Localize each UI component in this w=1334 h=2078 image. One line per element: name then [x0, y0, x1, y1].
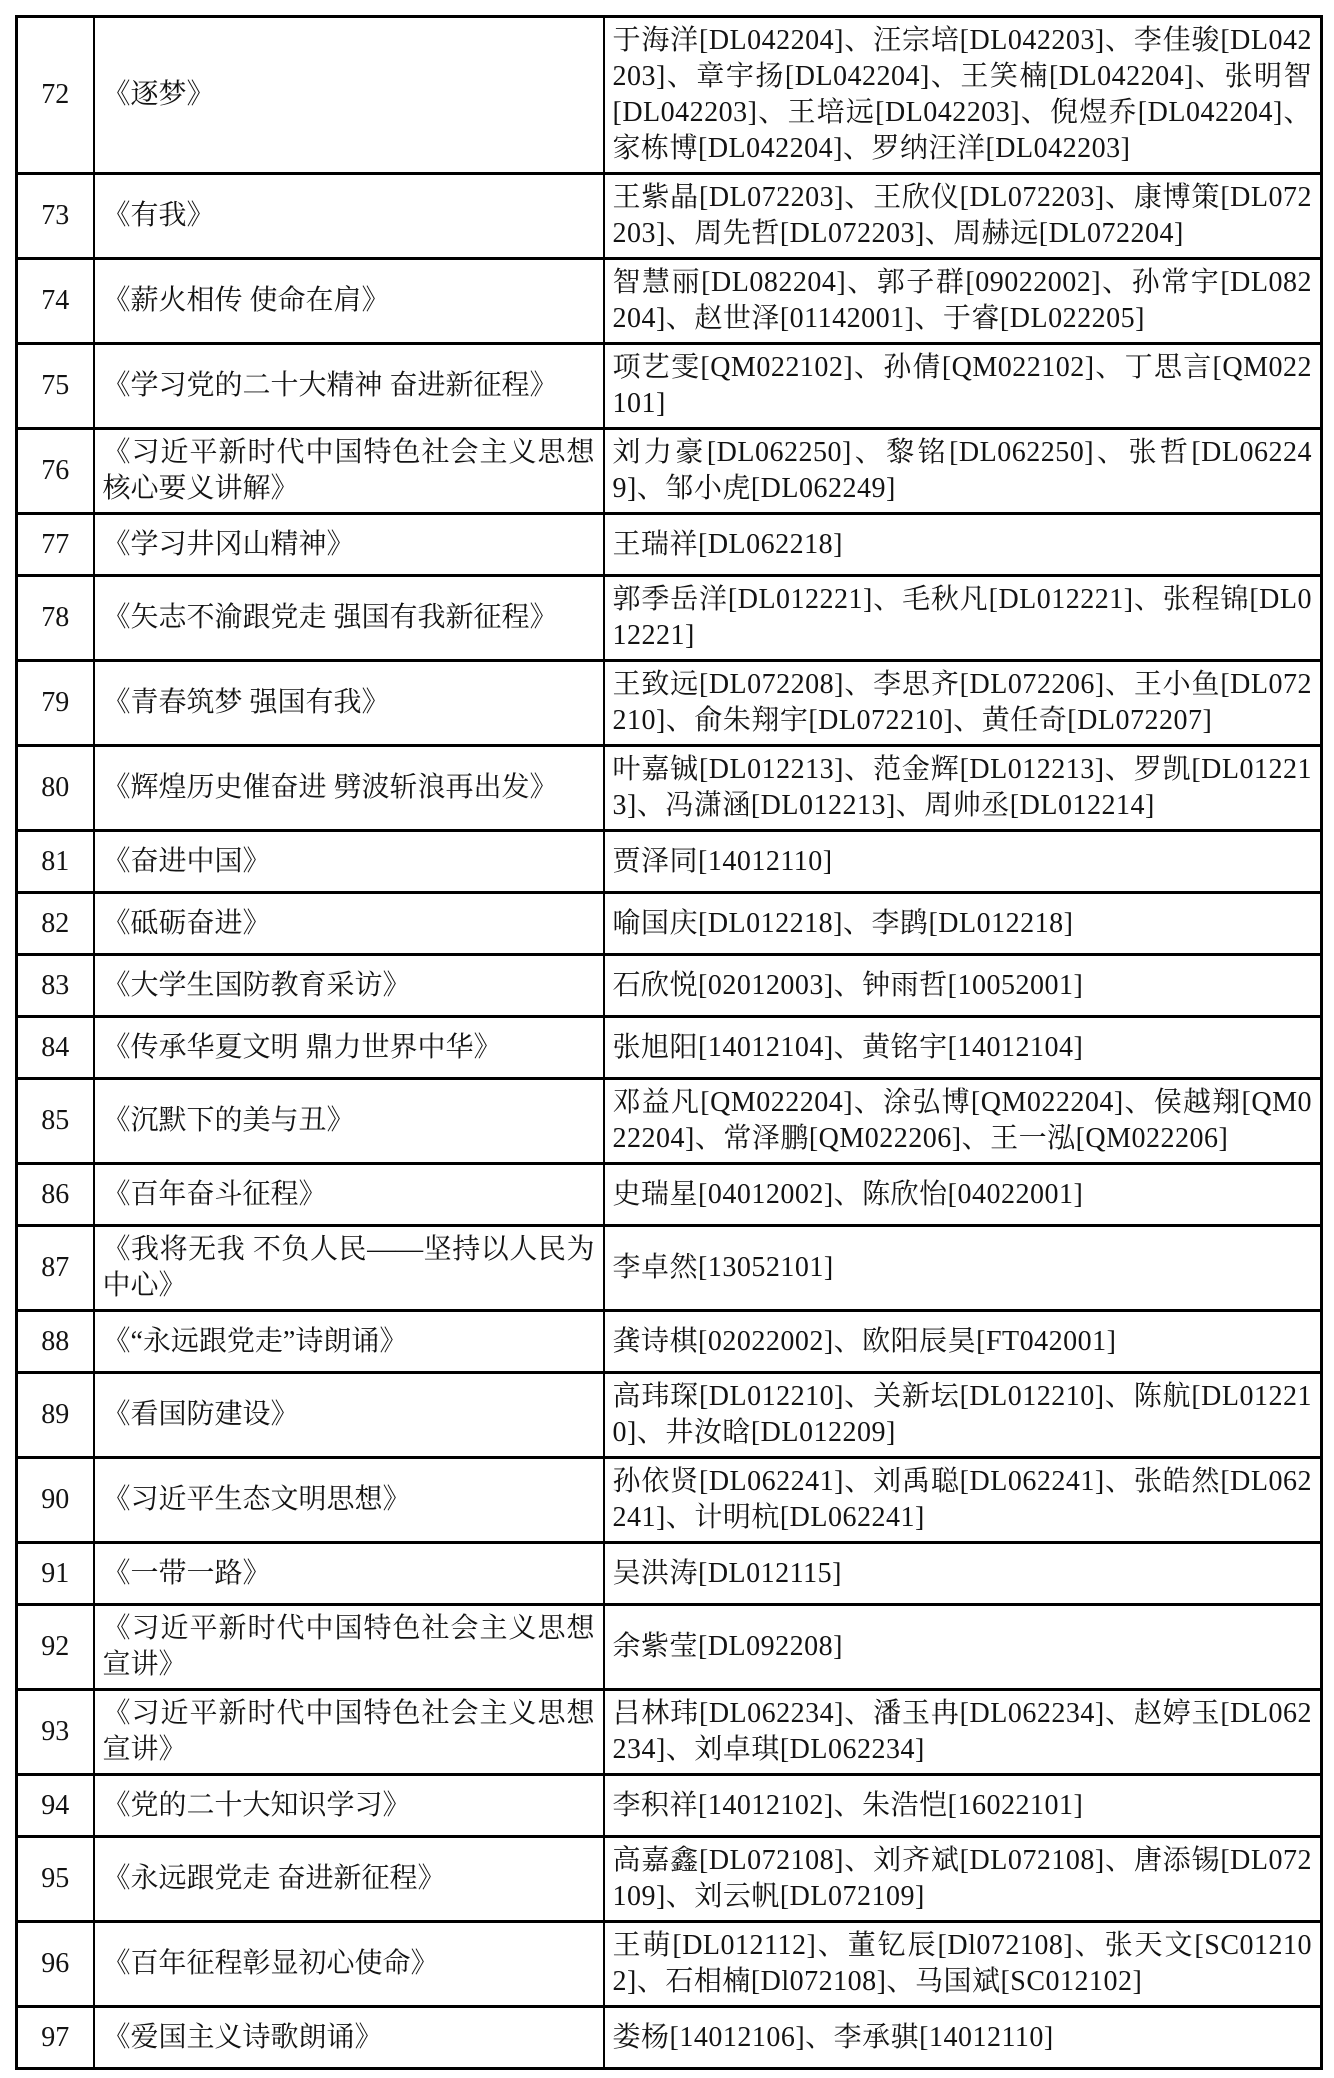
table-row [17, 746, 1322, 831]
table-row [17, 1605, 1322, 1690]
performer-list: 石欣悦[02012003]、钟雨哲[10052001] [604, 955, 1322, 1017]
table-row [17, 1543, 1322, 1605]
performer-list: 张旭阳[14012104]、黄铭宇[14012104] [604, 1017, 1322, 1079]
table-row [17, 1458, 1322, 1543]
row-number: 85 [17, 1079, 94, 1164]
row-number: 73 [17, 174, 94, 259]
program-title: 《“永远跟党走”诗朗诵》 [94, 1311, 604, 1373]
program-title: 《永远跟党走 奋进新征程》 [94, 1837, 604, 1922]
table-row [17, 893, 1322, 955]
table-row [17, 576, 1322, 661]
row-number: 92 [17, 1605, 94, 1690]
performer-list: 郭季岳洋[DL012221]、毛秋凡[DL012221]、张程锦[DL012221] [604, 576, 1322, 661]
performer-list: 吴洪涛[DL012115] [604, 1543, 1322, 1605]
performer-list: 邓益凡[QM022204]、涂弘博[QM022204]、侯越翔[QM022204]、常泽鹏[QM022206]、王一泓[QM022206] [604, 1079, 1322, 1164]
row-number: 79 [17, 661, 94, 746]
row-number: 88 [17, 1311, 94, 1373]
row-number: 80 [17, 746, 94, 831]
program-title: 《沉默下的美与丑》 [94, 1079, 604, 1164]
program-title: 《习近平新时代中国特色社会主义思想宣讲》 [94, 1605, 604, 1690]
program-title: 《青春筑梦 强国有我》 [94, 661, 604, 746]
performer-list: 叶嘉铖[DL012213]、范金辉[DL012213]、罗凯[DL012213]、冯潇涵[DL012213]、周帅丞[DL012214] [604, 746, 1322, 831]
table-row [17, 174, 1322, 259]
table-body [17, 17, 1322, 2069]
table-row [17, 2007, 1322, 2069]
program-title: 《大学生国防教育采访》 [94, 955, 604, 1017]
performer-list: 高嘉鑫[DL072108]、刘齐斌[DL072108]、唐添锡[DL072109]、刘云帆[DL072109] [604, 1837, 1322, 1922]
row-number: 86 [17, 1164, 94, 1226]
performer-list: 喻国庆[DL012218]、李鹍[DL012218] [604, 893, 1322, 955]
performer-list: 吕林玮[DL062234]、潘玉冉[DL062234]、赵婷玉[DL062234]、刘卓琪[DL062234] [604, 1690, 1322, 1775]
performer-list: 李卓然[13052101] [604, 1226, 1322, 1311]
row-number: 74 [17, 259, 94, 344]
program-title: 《习近平生态文明思想》 [94, 1458, 604, 1543]
performer-list: 智慧丽[DL082204]、郭子群[09022002]、孙常宇[DL082204]、赵世泽[01142001]、于睿[DL022205] [604, 259, 1322, 344]
row-number: 91 [17, 1543, 94, 1605]
program-title: 《一带一路》 [94, 1543, 604, 1605]
table-row [17, 1690, 1322, 1775]
performer-list: 龚诗棋[02022002]、欧阳辰昊[FT042001] [604, 1311, 1322, 1373]
table-row [17, 1079, 1322, 1164]
row-number: 82 [17, 893, 94, 955]
performer-list: 刘力豪[DL062250]、黎铭[DL062250]、张哲[DL062249]、邹小虎[DL062249] [604, 429, 1322, 514]
table-row [17, 344, 1322, 429]
program-title: 《习近平新时代中国特色社会主义思想核心要义讲解》 [94, 429, 604, 514]
program-title: 《逐梦》 [94, 17, 604, 174]
row-number: 81 [17, 831, 94, 893]
program-title: 《爱国主义诗歌朗诵》 [94, 2007, 604, 2069]
program-title: 《矢志不渝跟党走 强国有我新征程》 [94, 576, 604, 661]
table-row [17, 1775, 1322, 1837]
table-row [17, 1922, 1322, 2007]
row-number: 89 [17, 1373, 94, 1458]
performer-list: 贾泽同[14012110] [604, 831, 1322, 893]
program-title: 《百年征程彰显初心使命》 [94, 1922, 604, 2007]
row-number: 84 [17, 1017, 94, 1079]
row-number: 75 [17, 344, 94, 429]
program-title: 《有我》 [94, 174, 604, 259]
table-row [17, 661, 1322, 746]
performer-list: 王萌[DL012112]、董钇辰[Dl072108]、张天文[SC012102]、石相楠[Dl072108]、马国斌[SC012102] [604, 1922, 1322, 2007]
table-row [17, 831, 1322, 893]
table-row [17, 1311, 1322, 1373]
table-row [17, 514, 1322, 576]
program-title: 《传承华夏文明 鼎力世界中华》 [94, 1017, 604, 1079]
program-title: 《党的二十大知识学习》 [94, 1775, 604, 1837]
program-title: 《看国防建设》 [94, 1373, 604, 1458]
program-title: 《习近平新时代中国特色社会主义思想宣讲》 [94, 1690, 604, 1775]
row-number: 95 [17, 1837, 94, 1922]
table-row [17, 1164, 1322, 1226]
table-row [17, 955, 1322, 1017]
performer-list: 娄杨[14012106]、李承骐[14012110] [604, 2007, 1322, 2069]
row-number: 94 [17, 1775, 94, 1837]
table-row [17, 429, 1322, 514]
program-title: 《百年奋斗征程》 [94, 1164, 604, 1226]
table-row [17, 1837, 1322, 1922]
row-number: 83 [17, 955, 94, 1017]
table-row [17, 1373, 1322, 1458]
program-title: 《我将无我 不负人民——坚持以人民为中心》 [94, 1226, 604, 1311]
program-list-table [15, 15, 1323, 2070]
performer-list: 余紫莹[DL092208] [604, 1605, 1322, 1690]
performer-list: 孙依贤[DL062241]、刘禹聪[DL062241]、张皓然[DL062241]、计明杭[DL062241] [604, 1458, 1322, 1543]
table-row [17, 1017, 1322, 1079]
row-number: 72 [17, 17, 94, 174]
performer-list: 于海洋[DL042204]、汪宗培[DL042203]、李佳骏[DL042203]、章宇扬[DL042204]、王笑楠[DL042204]、张明智[DL042203]、王培远[DL042203]、倪煜乔[DL042204]、家栋博[DL042204]、罗纳汪洋[DL042203] [604, 17, 1322, 174]
performer-list: 王紫晶[DL072203]、王欣仪[DL072203]、康博策[DL072203]、周先哲[DL072203]、周赫远[DL072204] [604, 174, 1322, 259]
performer-list: 李积祥[14012102]、朱浩恺[16022101] [604, 1775, 1322, 1837]
table-row [17, 259, 1322, 344]
program-title: 《学习井冈山精神》 [94, 514, 604, 576]
program-title: 《奋进中国》 [94, 831, 604, 893]
row-number: 90 [17, 1458, 94, 1543]
row-number: 93 [17, 1690, 94, 1775]
row-number: 96 [17, 1922, 94, 2007]
row-number: 97 [17, 2007, 94, 2069]
row-number: 87 [17, 1226, 94, 1311]
row-number: 78 [17, 576, 94, 661]
performer-list: 高玮琛[DL012210]、关新坛[DL012210]、陈航[DL012210]、井汝晗[DL012209] [604, 1373, 1322, 1458]
program-title: 《砥砺奋进》 [94, 893, 604, 955]
table-row [17, 17, 1322, 174]
performer-list: 项艺雯[QM022102]、孙倩[QM022102]、丁思言[QM022101] [604, 344, 1322, 429]
performer-list: 史瑞星[04012002]、陈欣怡[04022001] [604, 1164, 1322, 1226]
performer-list: 王瑞祥[DL062218] [604, 514, 1322, 576]
performer-list: 王致远[DL072208]、李思齐[DL072206]、王小鱼[DL072210]、俞朱翔宇[DL072210]、黄任奇[DL072207] [604, 661, 1322, 746]
program-title: 《辉煌历史催奋进 劈波斩浪再出发》 [94, 746, 604, 831]
program-title: 《薪火相传 使命在肩》 [94, 259, 604, 344]
table-row [17, 1226, 1322, 1311]
row-number: 76 [17, 429, 94, 514]
row-number: 77 [17, 514, 94, 576]
program-title: 《学习党的二十大精神 奋进新征程》 [94, 344, 604, 429]
